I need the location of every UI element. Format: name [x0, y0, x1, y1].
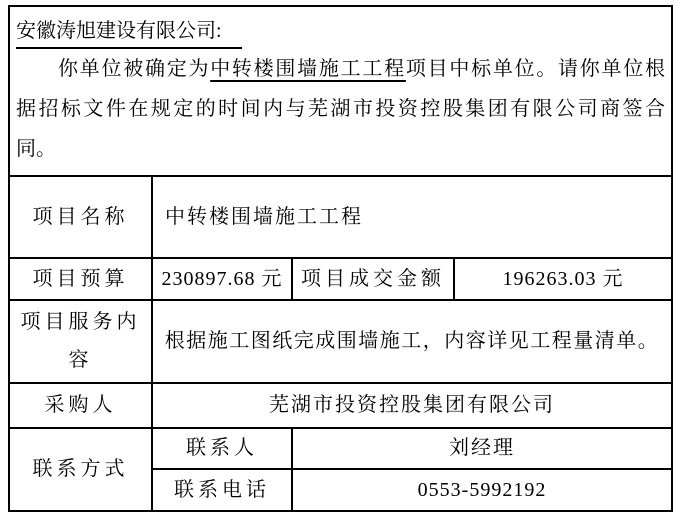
row-contact-person [10, 428, 671, 469]
recipient-line [16, 13, 665, 49]
contact-phone-value: 0553-5992192 [292, 469, 671, 510]
row-purchaser [10, 383, 671, 427]
letter-section [10, 7, 671, 177]
deal-amount-value: 196263.03 元 [454, 258, 671, 299]
body-line1-post: 项目中标单位。请你单位根 [405, 58, 666, 80]
body-line-1 [16, 49, 665, 89]
row-budget [10, 258, 671, 299]
service-content-label: 项目服务内容 [10, 300, 152, 384]
service-content-value: 根据施工图纸完成围墙施工，内容详见工程量清单。 [152, 300, 671, 384]
body-line-3: 同。 [16, 138, 56, 160]
contact-method-label: 联系方式 [10, 428, 152, 511]
contact-person-label: 联系人 [152, 428, 292, 469]
project-info-table [10, 177, 671, 510]
row-service-content [10, 300, 671, 384]
contact-phone-label: 联系电话 [152, 469, 292, 510]
row-project-name [10, 177, 671, 258]
notification-document [8, 5, 673, 512]
body-line-2: 据招标文件在规定的时间内与芜湖市投资控股集团有限公司商签合 [16, 98, 665, 120]
purchaser-value: 芜湖市投资控股集团有限公司 [152, 383, 671, 427]
deal-amount-label: 项目成交金额 [292, 258, 454, 299]
purchaser-label: 采购人 [10, 383, 152, 427]
body-line1-pre: 你单位被确定为 [58, 58, 211, 80]
budget-label: 项目预算 [10, 258, 152, 299]
project-name-label: 项目名称 [10, 177, 152, 258]
project-name-value: 中转楼围墙施工工程 [152, 177, 671, 258]
project-name-underlined: 中转楼围墙施工工程 [210, 58, 406, 80]
contact-person-value: 刘经理 [292, 428, 671, 469]
recipient-name: 安徽涛旭建设有限公司: [16, 16, 242, 49]
budget-value: 230897.68 元 [152, 258, 292, 299]
